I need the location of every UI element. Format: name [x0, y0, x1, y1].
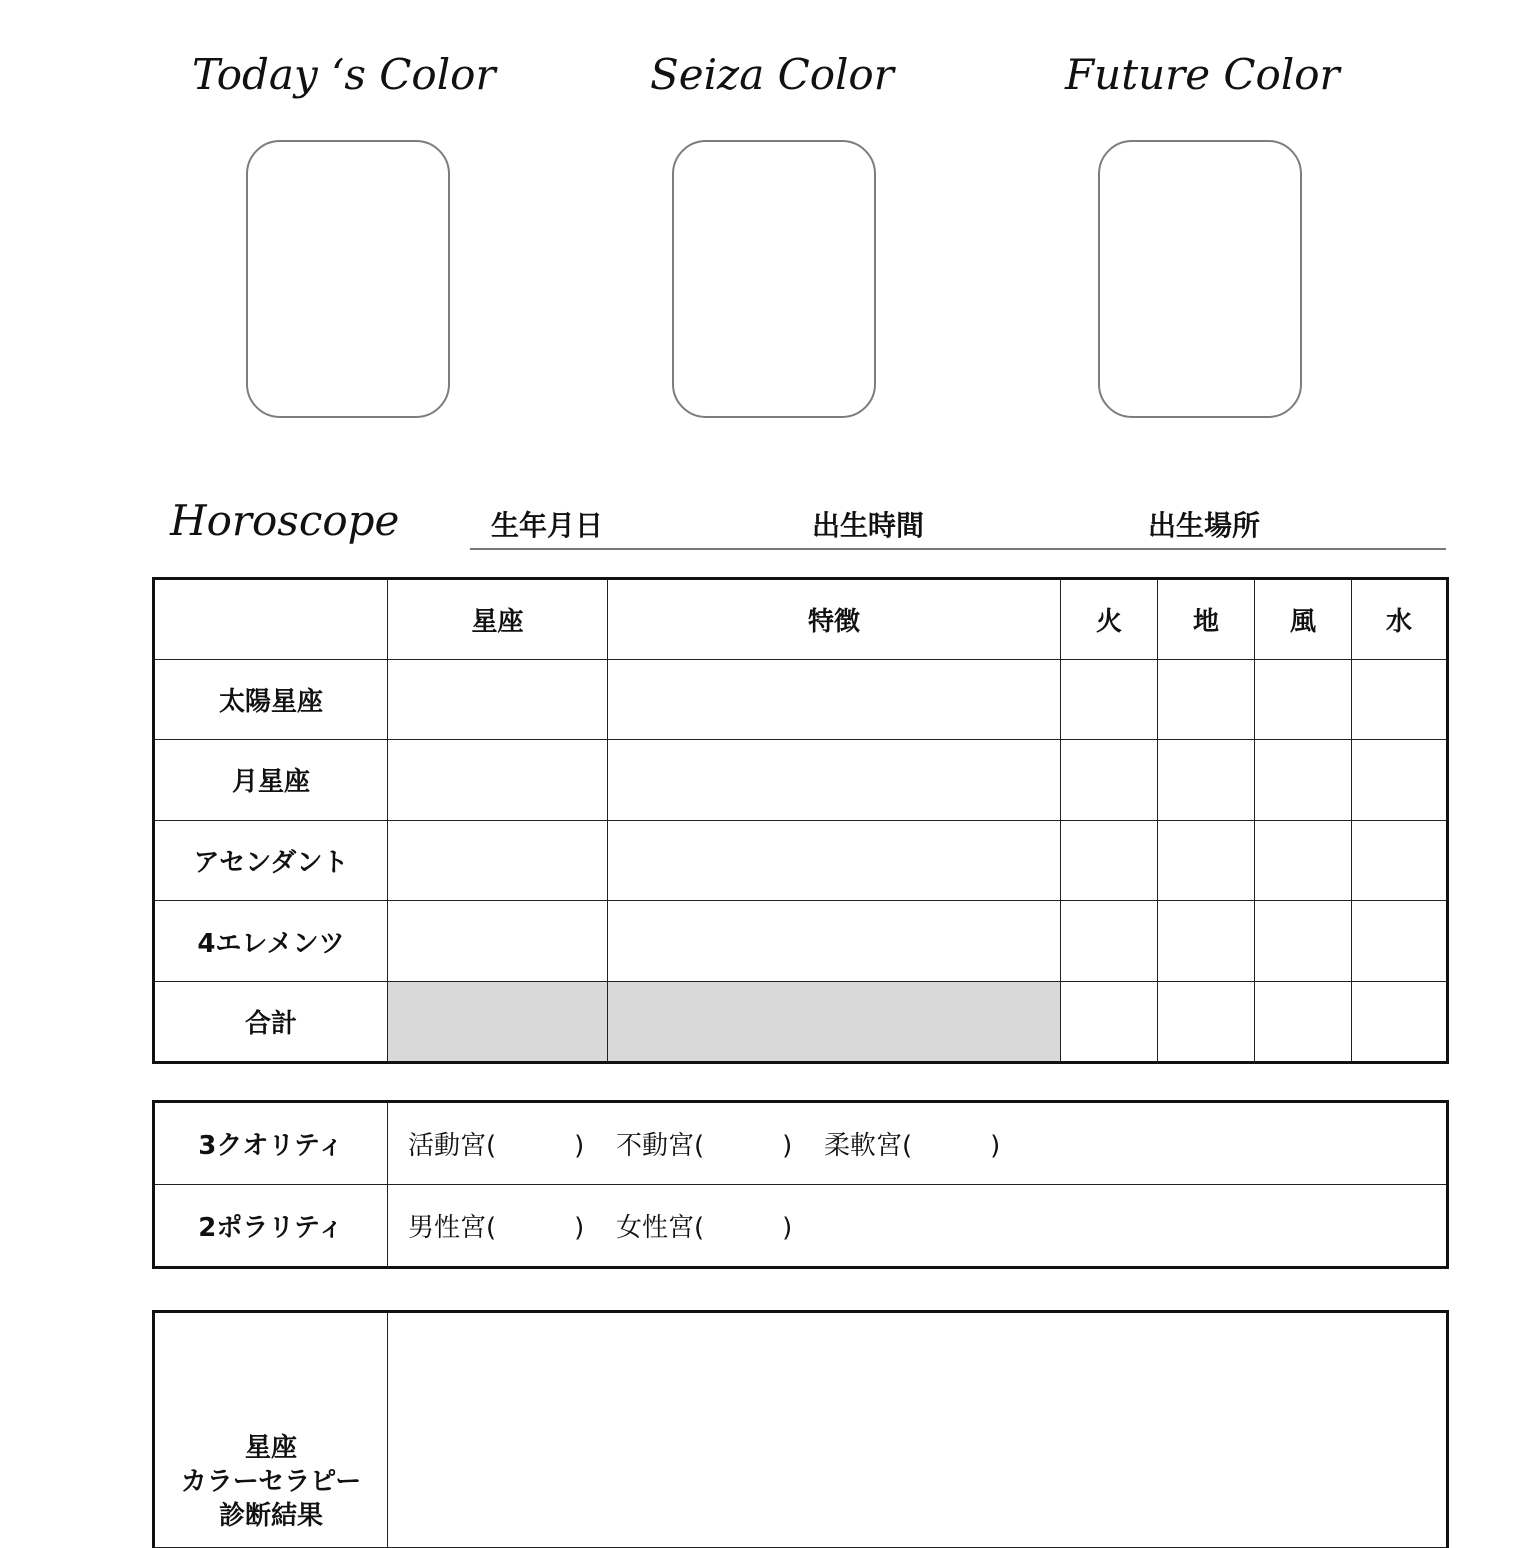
row-label-ascendant: アセンダント — [154, 820, 388, 901]
table-row — [154, 1102, 1448, 1185]
close-paren: ) — [574, 1213, 585, 1243]
feature-input-cell[interactable] — [608, 740, 1061, 821]
water-input-cell[interactable] — [1352, 820, 1448, 901]
fire-total-cell[interactable] — [1061, 981, 1158, 1062]
diagnosis-result-cell[interactable] — [388, 1312, 1448, 1548]
fire-input-cell[interactable] — [1061, 659, 1158, 740]
wind-input-cell[interactable] — [1255, 659, 1352, 740]
male-label: 男性宮( — [408, 1213, 497, 1243]
header-feature: 特徴 — [608, 579, 1061, 660]
table-row — [154, 1312, 1448, 1548]
row-label-sun-sign: 太陽星座 — [154, 659, 388, 740]
table-row — [154, 901, 1448, 982]
diagnosis-label-line1: 星座 — [244, 1433, 297, 1463]
future-color-box[interactable] — [1098, 140, 1302, 418]
earth-total-cell[interactable] — [1158, 981, 1255, 1062]
diagnosis-label-line2: カラーセラピー — [180, 1467, 362, 1497]
fixed-label: 不動宮( — [616, 1131, 705, 1161]
cardinal-label: 活動宮( — [408, 1131, 497, 1161]
mutable-label: 柔軟宮( — [824, 1131, 913, 1161]
wind-input-cell[interactable] — [1255, 740, 1352, 821]
polarity-label: 2ポラリティ — [154, 1185, 388, 1268]
table-row — [154, 981, 1448, 1062]
row-label-moon-sign: 月星座 — [154, 740, 388, 821]
sign-input-cell[interactable] — [388, 820, 608, 901]
header-wind: 風 — [1255, 579, 1352, 660]
header-fire: 火 — [1061, 579, 1158, 660]
table-header-row — [154, 579, 1448, 660]
earth-input-cell[interactable] — [1158, 740, 1255, 821]
todays-color-box[interactable] — [246, 140, 450, 418]
horoscope-table — [152, 577, 1449, 1064]
polarity-values-cell[interactable] — [388, 1185, 1448, 1268]
diagnosis-table — [152, 1310, 1449, 1548]
feature-input-cell[interactable] — [608, 901, 1061, 982]
diagnosis-label-line3: 診断結果 — [218, 1501, 323, 1531]
horoscope-title: Horoscope — [170, 496, 400, 545]
close-paren: ) — [782, 1131, 793, 1161]
water-input-cell[interactable] — [1352, 901, 1448, 982]
quality-polarity-table — [152, 1100, 1449, 1269]
earth-input-cell[interactable] — [1158, 901, 1255, 982]
header-sign: 星座 — [388, 579, 608, 660]
seiza-color-box[interactable] — [672, 140, 876, 418]
quality-label: 3クオリティ — [154, 1102, 388, 1185]
header-earth: 地 — [1158, 579, 1255, 660]
sign-input-cell[interactable] — [388, 740, 608, 821]
sign-input-cell[interactable] — [388, 901, 608, 982]
close-paren: ) — [782, 1213, 793, 1243]
birth-date-label: 生年月日 — [491, 509, 604, 542]
diagnosis-label — [154, 1312, 388, 1548]
feature-input-cell[interactable] — [608, 820, 1061, 901]
sign-input-cell[interactable] — [388, 659, 608, 740]
header-empty-cell — [154, 579, 388, 660]
future-color-title: Future Color — [1065, 50, 1340, 99]
table-row — [154, 820, 1448, 901]
table-row — [154, 659, 1448, 740]
water-total-cell[interactable] — [1352, 981, 1448, 1062]
wind-input-cell[interactable] — [1255, 901, 1352, 982]
birth-time-label: 出生時間 — [812, 509, 925, 542]
close-paren: ) — [990, 1131, 1001, 1161]
female-label: 女性宮( — [616, 1213, 705, 1243]
table-row — [154, 1185, 1448, 1268]
fire-input-cell[interactable] — [1061, 820, 1158, 901]
fire-input-cell[interactable] — [1061, 740, 1158, 821]
wind-total-cell[interactable] — [1255, 981, 1352, 1062]
water-input-cell[interactable] — [1352, 740, 1448, 821]
row-label-total: 合計 — [154, 981, 388, 1062]
row-label-four-elements: 4エレメンツ — [154, 901, 388, 982]
fire-input-cell[interactable] — [1061, 901, 1158, 982]
birth-place-label: 出生場所 — [1148, 509, 1261, 542]
todays-color-title: Today ‘s Color — [192, 50, 496, 99]
table-row — [154, 740, 1448, 821]
earth-input-cell[interactable] — [1158, 659, 1255, 740]
shaded-cell — [608, 981, 1061, 1062]
seiza-color-title: Seiza Color — [650, 50, 894, 99]
quality-values-cell[interactable] — [388, 1102, 1448, 1185]
header-water: 水 — [1352, 579, 1448, 660]
water-input-cell[interactable] — [1352, 659, 1448, 740]
close-paren: ) — [574, 1131, 585, 1161]
shaded-cell — [388, 981, 608, 1062]
wind-input-cell[interactable] — [1255, 820, 1352, 901]
earth-input-cell[interactable] — [1158, 820, 1255, 901]
birth-info-line — [470, 548, 1446, 550]
feature-input-cell[interactable] — [608, 659, 1061, 740]
